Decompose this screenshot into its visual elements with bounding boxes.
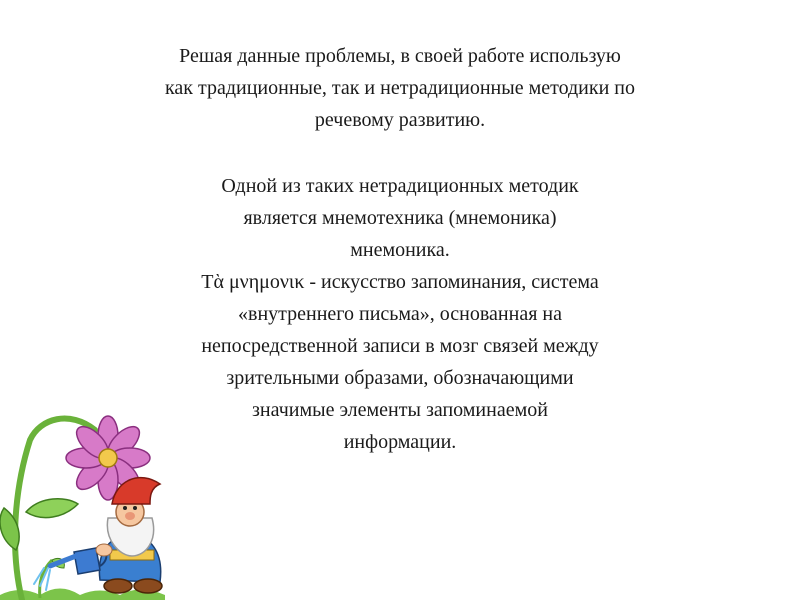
text-line: Τὰ μνημονικ - искусство запоминания, система [201,271,599,293]
text-line: значимые элементы запоминаемой [252,399,548,421]
text-line: является мнемотехника (мнемоника) [243,207,557,229]
gnome-watering-flower-icon [0,400,190,600]
text-line: «внутреннего письма», основанная на [238,303,562,325]
text-line: речевому развитию. [314,109,486,131]
text-line: Одной из таких нетрадиционных методик [221,175,579,197]
intro-paragraph [60,40,740,136]
text-line: зрительными образами, обозначающими [226,367,574,389]
text-line: непосредственной записи в мозг связей между [201,335,599,357]
text-line: мнемоника. [350,239,450,261]
text-line: как традиционные, так и нетрадиционные методики по [164,77,636,99]
text-line: Решая данные проблемы, в своей работе использую [179,45,621,67]
text-line: информации. [343,431,457,453]
